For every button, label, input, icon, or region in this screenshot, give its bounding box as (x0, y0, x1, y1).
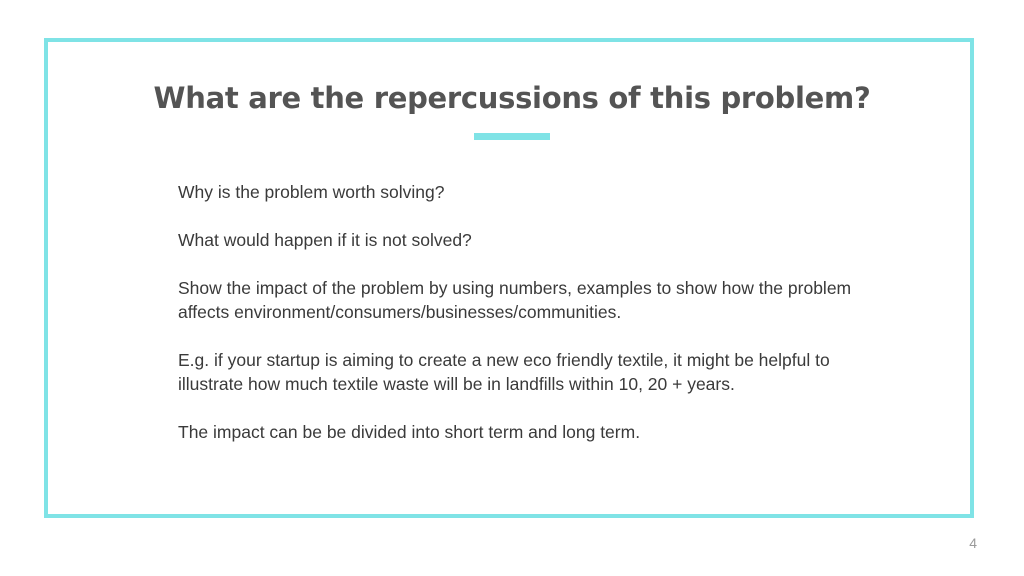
title-accent-bar (474, 133, 550, 140)
body-paragraph-2: What would happen if it is not solved? (178, 230, 472, 250)
body-paragraph-5: The impact can be be divided into short term and long term. (178, 422, 641, 442)
page-number: 4 (969, 535, 977, 551)
body-paragraph-4: E.g. if your startup is aiming to create a new eco friendly textile, it might be helpful to illustrate how much textile waste will be in landfills within 10, 20 + years. (178, 350, 830, 394)
slide-title: What are the repercussions of this problem? (153, 81, 871, 115)
body-paragraph-1: Why is the problem worth solving? (178, 182, 445, 202)
body-paragraph-3: Show the impact of the problem by using numbers, examples to show how the problem affects environment/consumers/businesses/communities. (178, 278, 852, 322)
slide-body (178, 180, 898, 468)
